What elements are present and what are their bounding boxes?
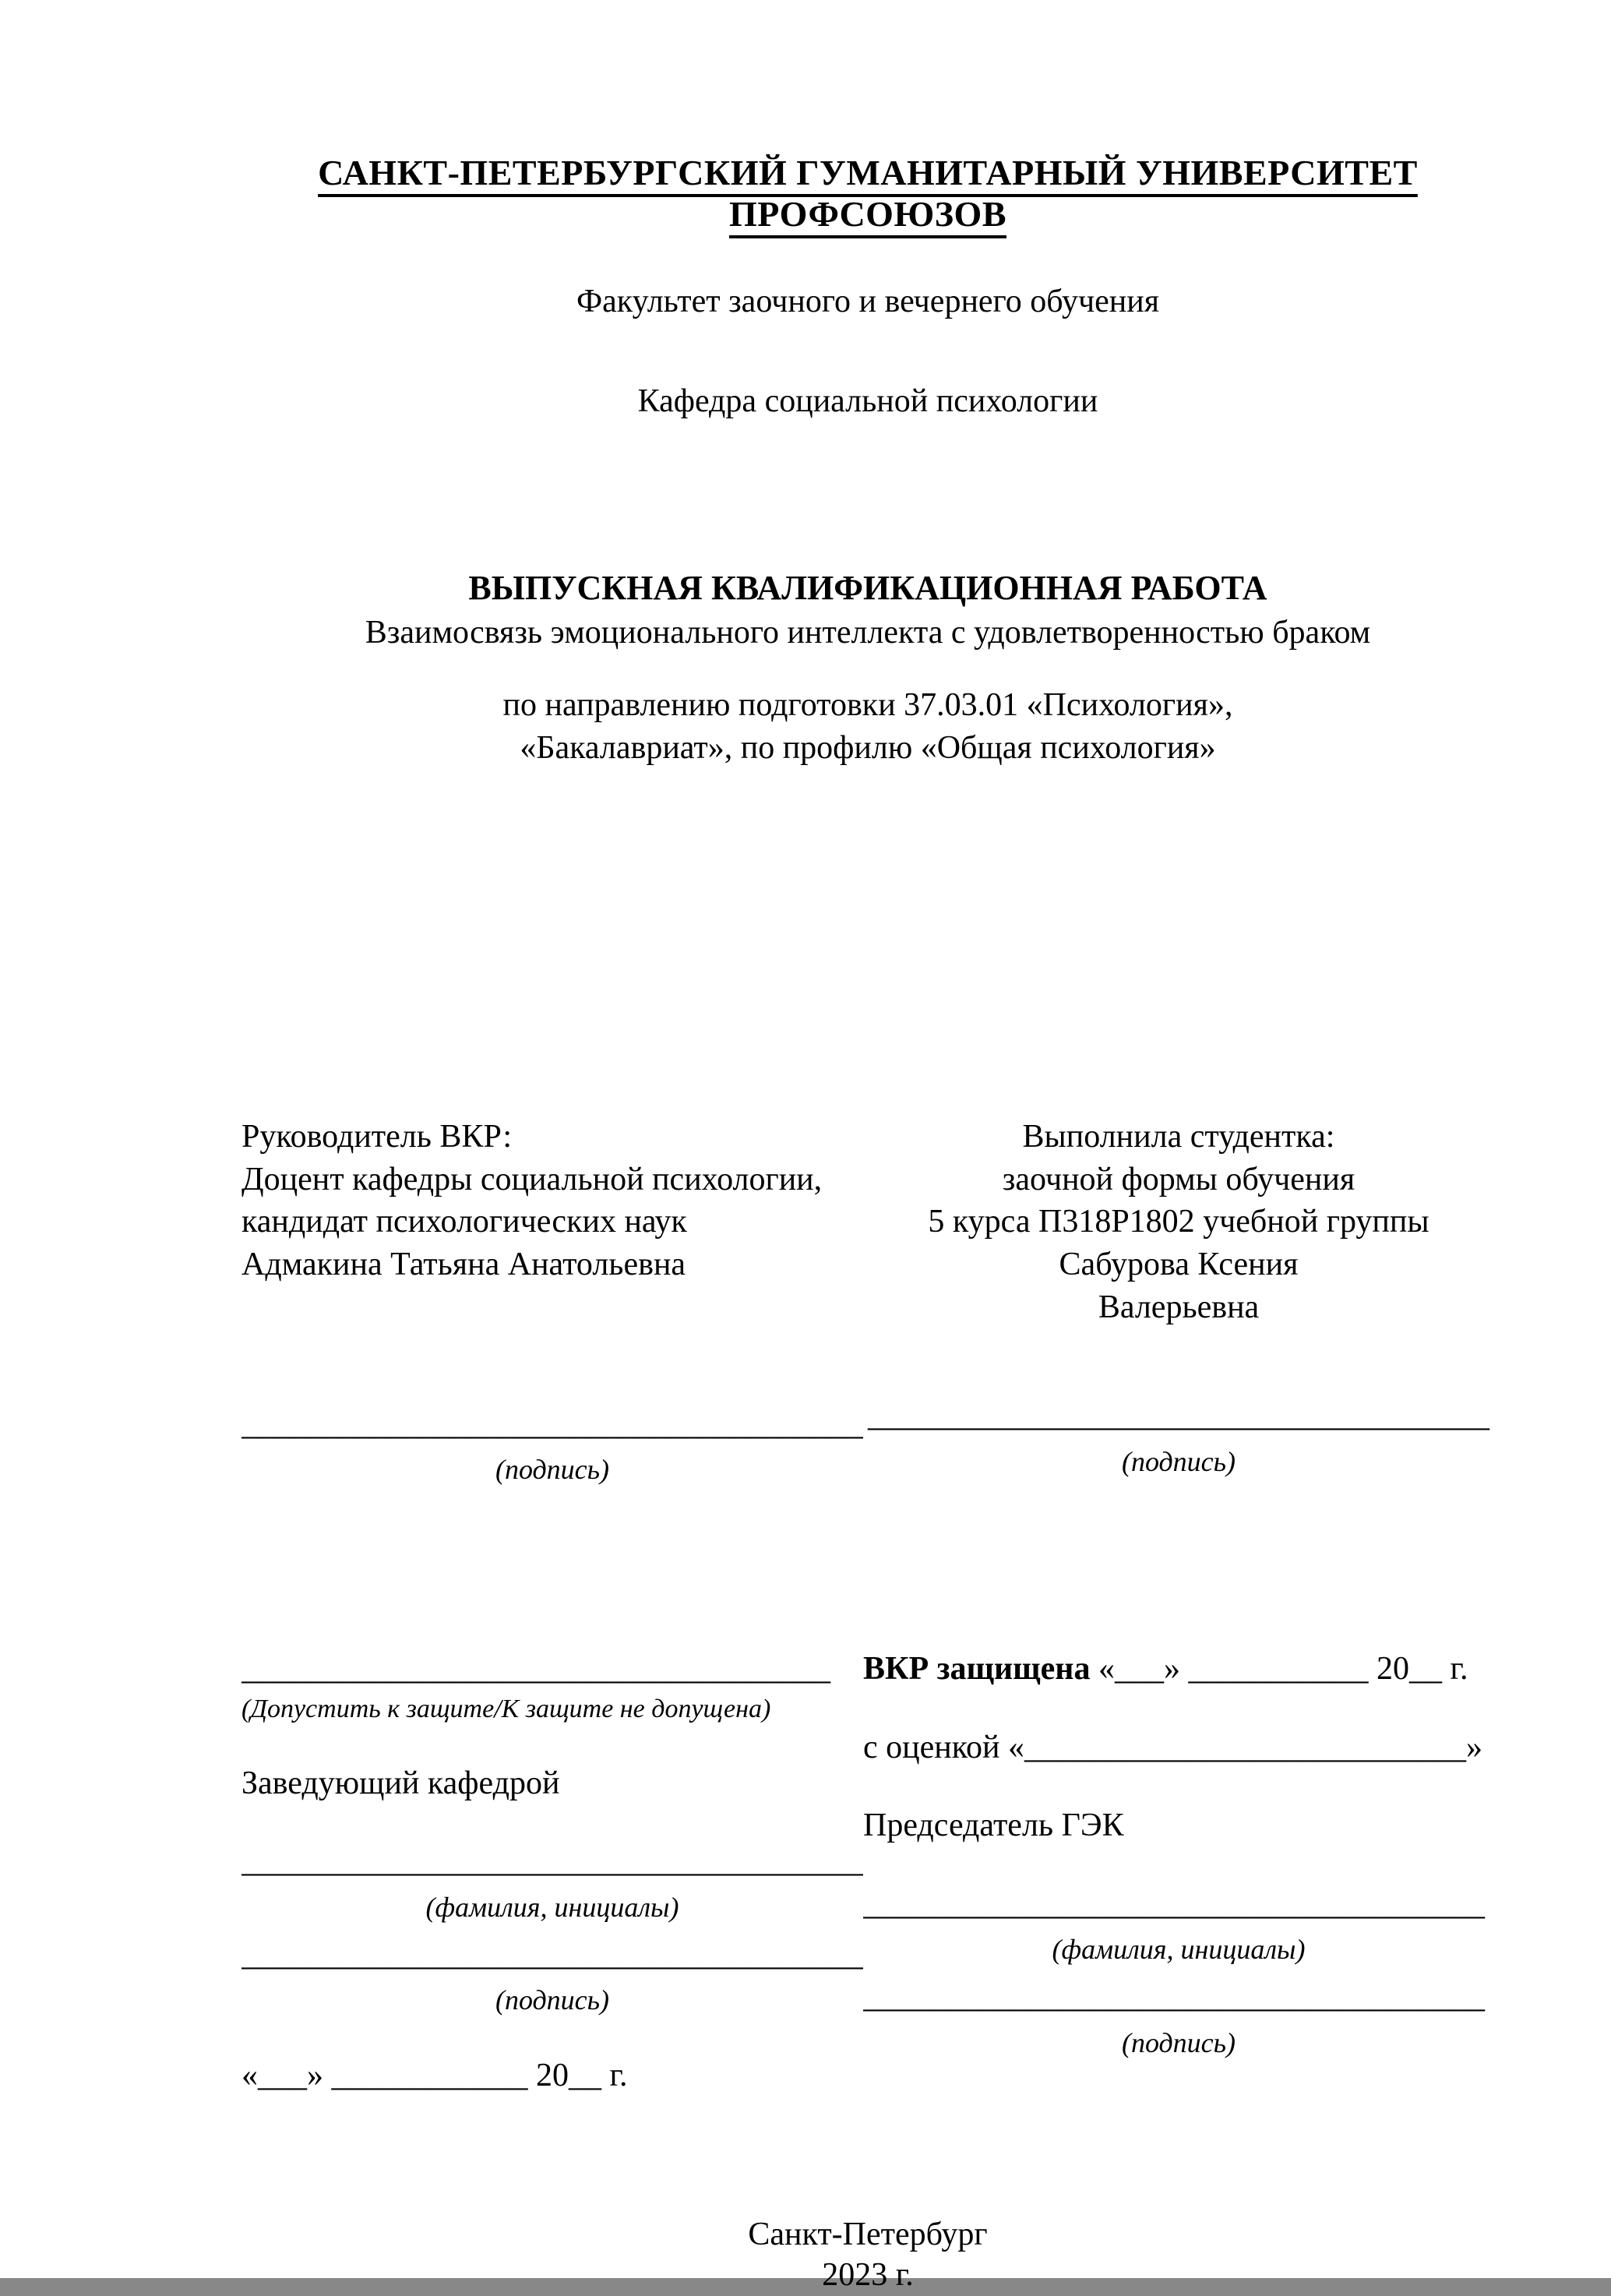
student-info-1: заочной формы обучения: [1002, 1161, 1355, 1197]
defense-block: [863, 1648, 1494, 2097]
defense-line: [863, 1648, 1494, 1691]
department-name: Кафедра социальной психологии: [637, 383, 1098, 419]
head-name-line: ______________________________________: [241, 1843, 863, 1880]
defense-label: ВКР защищена: [863, 1650, 1091, 1687]
footer-city: Санкт-Петербург: [748, 2216, 988, 2252]
student-block: [863, 1116, 1494, 1488]
signature-row-2: [241, 1648, 1494, 2097]
faculty-name: Факультет заочного и вечернего обучения: [576, 284, 1160, 319]
supervisor-position-1: Доцент кафедры социальной психологии,: [241, 1161, 823, 1197]
admission-date-line: «___» ____________ 20__ г.: [241, 2058, 628, 2094]
direction-line-2: «Бакалавриат», по профилю «Общая психология»: [520, 729, 1216, 766]
direction-line-1: по направлению подготовки 37.03.01 «Психология»,: [502, 687, 1233, 723]
work-title: Взаимосвязь эмоционального интеллекта с удовлетворенностью браком: [365, 615, 1371, 651]
student-signature-line: ______________________________________: [868, 1398, 1489, 1434]
grade-line: с оценкой «___________________________»: [863, 1729, 1482, 1765]
supervisor-position-2: кандидат психологических наук: [241, 1204, 687, 1240]
head-name-caption: (фамилия, инициалы): [425, 1891, 679, 1923]
admission-decision-line: ____________________________________: [241, 1650, 830, 1687]
admission-decision-caption: (Допустить к защите/К защите не допущена): [241, 1694, 771, 1723]
university-name: САНКТ-ПЕТЕРБУРГСКИЙ ГУМАНИТАРНЫЙ УНИВЕРСИТЕТ ПРОФСОЮЗОВ: [318, 153, 1418, 234]
student-signature-caption: (подпись): [1121, 1445, 1236, 1477]
chairman-signature-line: ______________________________________: [863, 1979, 1485, 2016]
head-signature-caption: (подпись): [495, 1984, 610, 2016]
supervisor-block: [241, 1116, 863, 1488]
defense-date-blanks: «___» ___________ 20__ г.: [1090, 1650, 1468, 1687]
department-head-label: Заведующий кафедрой: [241, 1765, 560, 1801]
direction-block: [241, 684, 1494, 769]
chairman-name-line: ______________________________________: [863, 1885, 1485, 1922]
chairman-label: Председатель ГЭК: [863, 1808, 1124, 1844]
supervisor-label: Руководитель ВКР:: [241, 1119, 513, 1155]
student-label: Выполнила студентка:: [1022, 1119, 1335, 1155]
student-name-2: Валерьевна: [1098, 1289, 1260, 1325]
supervisor-signature-line: ______________________________________: [241, 1405, 863, 1442]
footer-year: 2023 г.: [822, 2257, 914, 2294]
chairman-signature-caption: (подпись): [1121, 2026, 1236, 2058]
work-type-heading: ВЫПУСКНАЯ КВАЛИФИКАЦИОННАЯ РАБОТА: [468, 569, 1267, 607]
signature-row-1: [241, 1116, 1494, 1488]
student-info-2: 5 курса П318Р1802 учебной группы: [928, 1204, 1429, 1240]
footer-block: [241, 2214, 1494, 2296]
head-signature-line: ______________________________________: [241, 1936, 863, 1973]
supervisor-signature-caption: (подпись): [495, 1454, 610, 1486]
chairman-name-caption: (фамилия, инициалы): [1052, 1934, 1306, 1966]
student-name-1: Сабурова Ксения: [1059, 1246, 1299, 1282]
supervisor-name: Адмакина Татьяна Анатольевна: [241, 1246, 686, 1282]
admission-block: [241, 1648, 863, 2097]
